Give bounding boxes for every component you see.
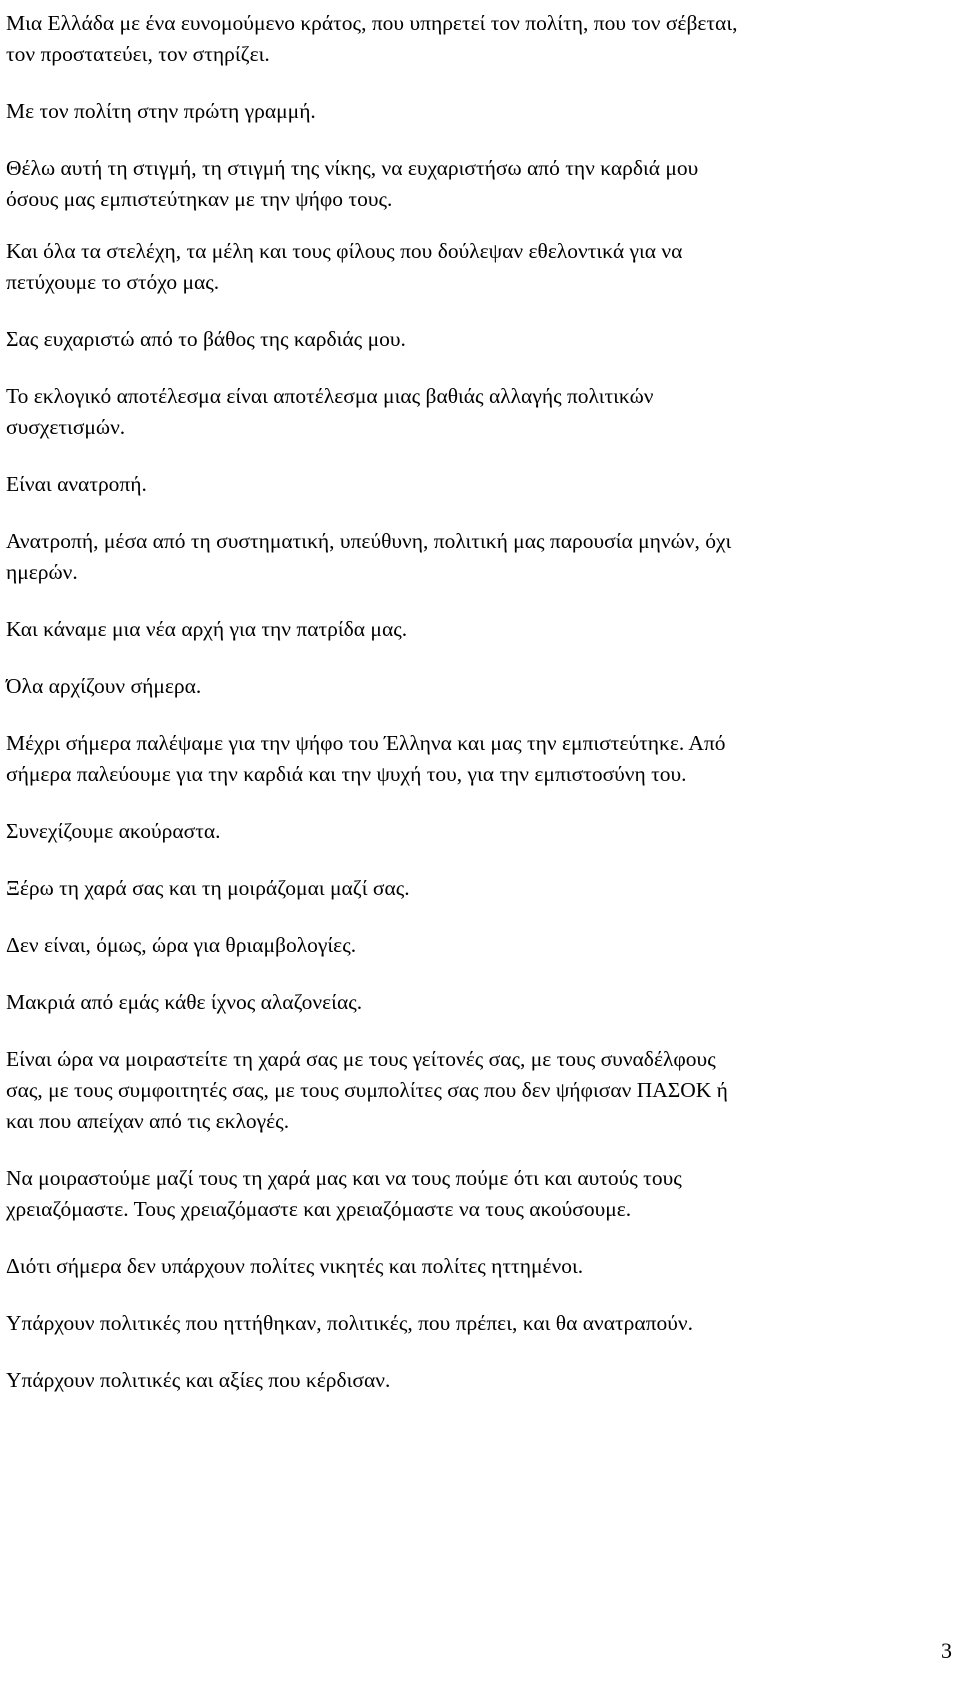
paragraph: Είναι ανατροπή. [6, 472, 147, 496]
paragraph: Θέλω αυτή τη στιγμή, τη στιγμή της νίκης, να ευχαριστήσω από την καρδιά μου όσους μας εμπιστεύτηκαν με την ψήφο τους. [6, 156, 699, 211]
paragraph: Να μοιραστούμε μαζί τους τη χαρά μας και να τους πούμε ότι και αυτούς τους χρειαζόμαστε. Τους χρειαζόμαστε και χρειαζόμαστε να τους ακούσουμε. [6, 1166, 682, 1221]
paragraph: Σας ευχαριστώ από το βάθος της καρδιάς μου. [6, 327, 406, 351]
paragraph: Και όλα τα στελέχη, τα μέλη και τους φίλους που δούλεψαν εθελοντικά για να πετύχουμε το στόχο μας. [6, 239, 683, 294]
document-body [6, 8, 954, 1422]
paragraph: Όλα αρχίζουν σήμερα. [6, 674, 202, 698]
paragraph: Είναι ώρα να μοιραστείτε τη χαρά σας με τους γείτονές σας, με τους συναδέλφους σας, με τους συμφοιτητές σας, με τους συμπολίτες σας που δεν ψήφισαν ΠΑΣΟΚ ή και που απείχαν από τις εκλογές. [6, 1047, 728, 1133]
paragraph: Με τον πολίτη στην πρώτη γραμμή. [6, 99, 316, 123]
paragraph: Μια Ελλάδα με ένα ευνομούμενο κράτος, που υπηρετεί τον πολίτη, που τον σέβεται, τον προστατεύει, τον στηρίζει. [6, 11, 738, 66]
paragraph: Ξέρω τη χαρά σας και τη μοιράζομαι μαζί σας. [6, 876, 410, 900]
paragraph: Μακριά από εμάς κάθε ίχνος αλαζονείας. [6, 990, 363, 1014]
paragraph: Και κάναμε μια νέα αρχή για την πατρίδα μας. [6, 617, 408, 641]
paragraph: Ανατροπή, μέσα από τη συστηματική, υπεύθυνη, πολιτική μας παρουσία μηνών, όχι ημερών. [6, 529, 732, 584]
paragraph: Συνεχίζουμε ακούραστα. [6, 819, 221, 843]
paragraph: Δεν είναι, όμως, ώρα για θριαμβολογίες. [6, 933, 357, 957]
paragraph: Υπάρχουν πολιτικές και αξίες που κέρδισαν. [6, 1368, 391, 1392]
paragraph: Μέχρι σήμερα παλέψαμε για την ψήφο του Έλληνα και μας την εμπιστεύτηκε. Από σήμερα παλεύουμε για την καρδιά και την ψυχή του, για την εμπιστοσύνη του. [6, 731, 726, 786]
paragraph: Διότι σήμερα δεν υπάρχουν πολίτες νικητές και πολίτες ηττημένοι. [6, 1254, 584, 1278]
paragraph: Το εκλογικό αποτέλεσμα είναι αποτέλεσμα μιας βαθιάς αλλαγής πολιτικών συσχετισμών. [6, 384, 654, 439]
paragraph: Υπάρχουν πολιτικές που ηττήθηκαν, πολιτικές, που πρέπει, και θα ανατραπούν. [6, 1311, 693, 1335]
page-number: 3 [941, 1638, 952, 1663]
